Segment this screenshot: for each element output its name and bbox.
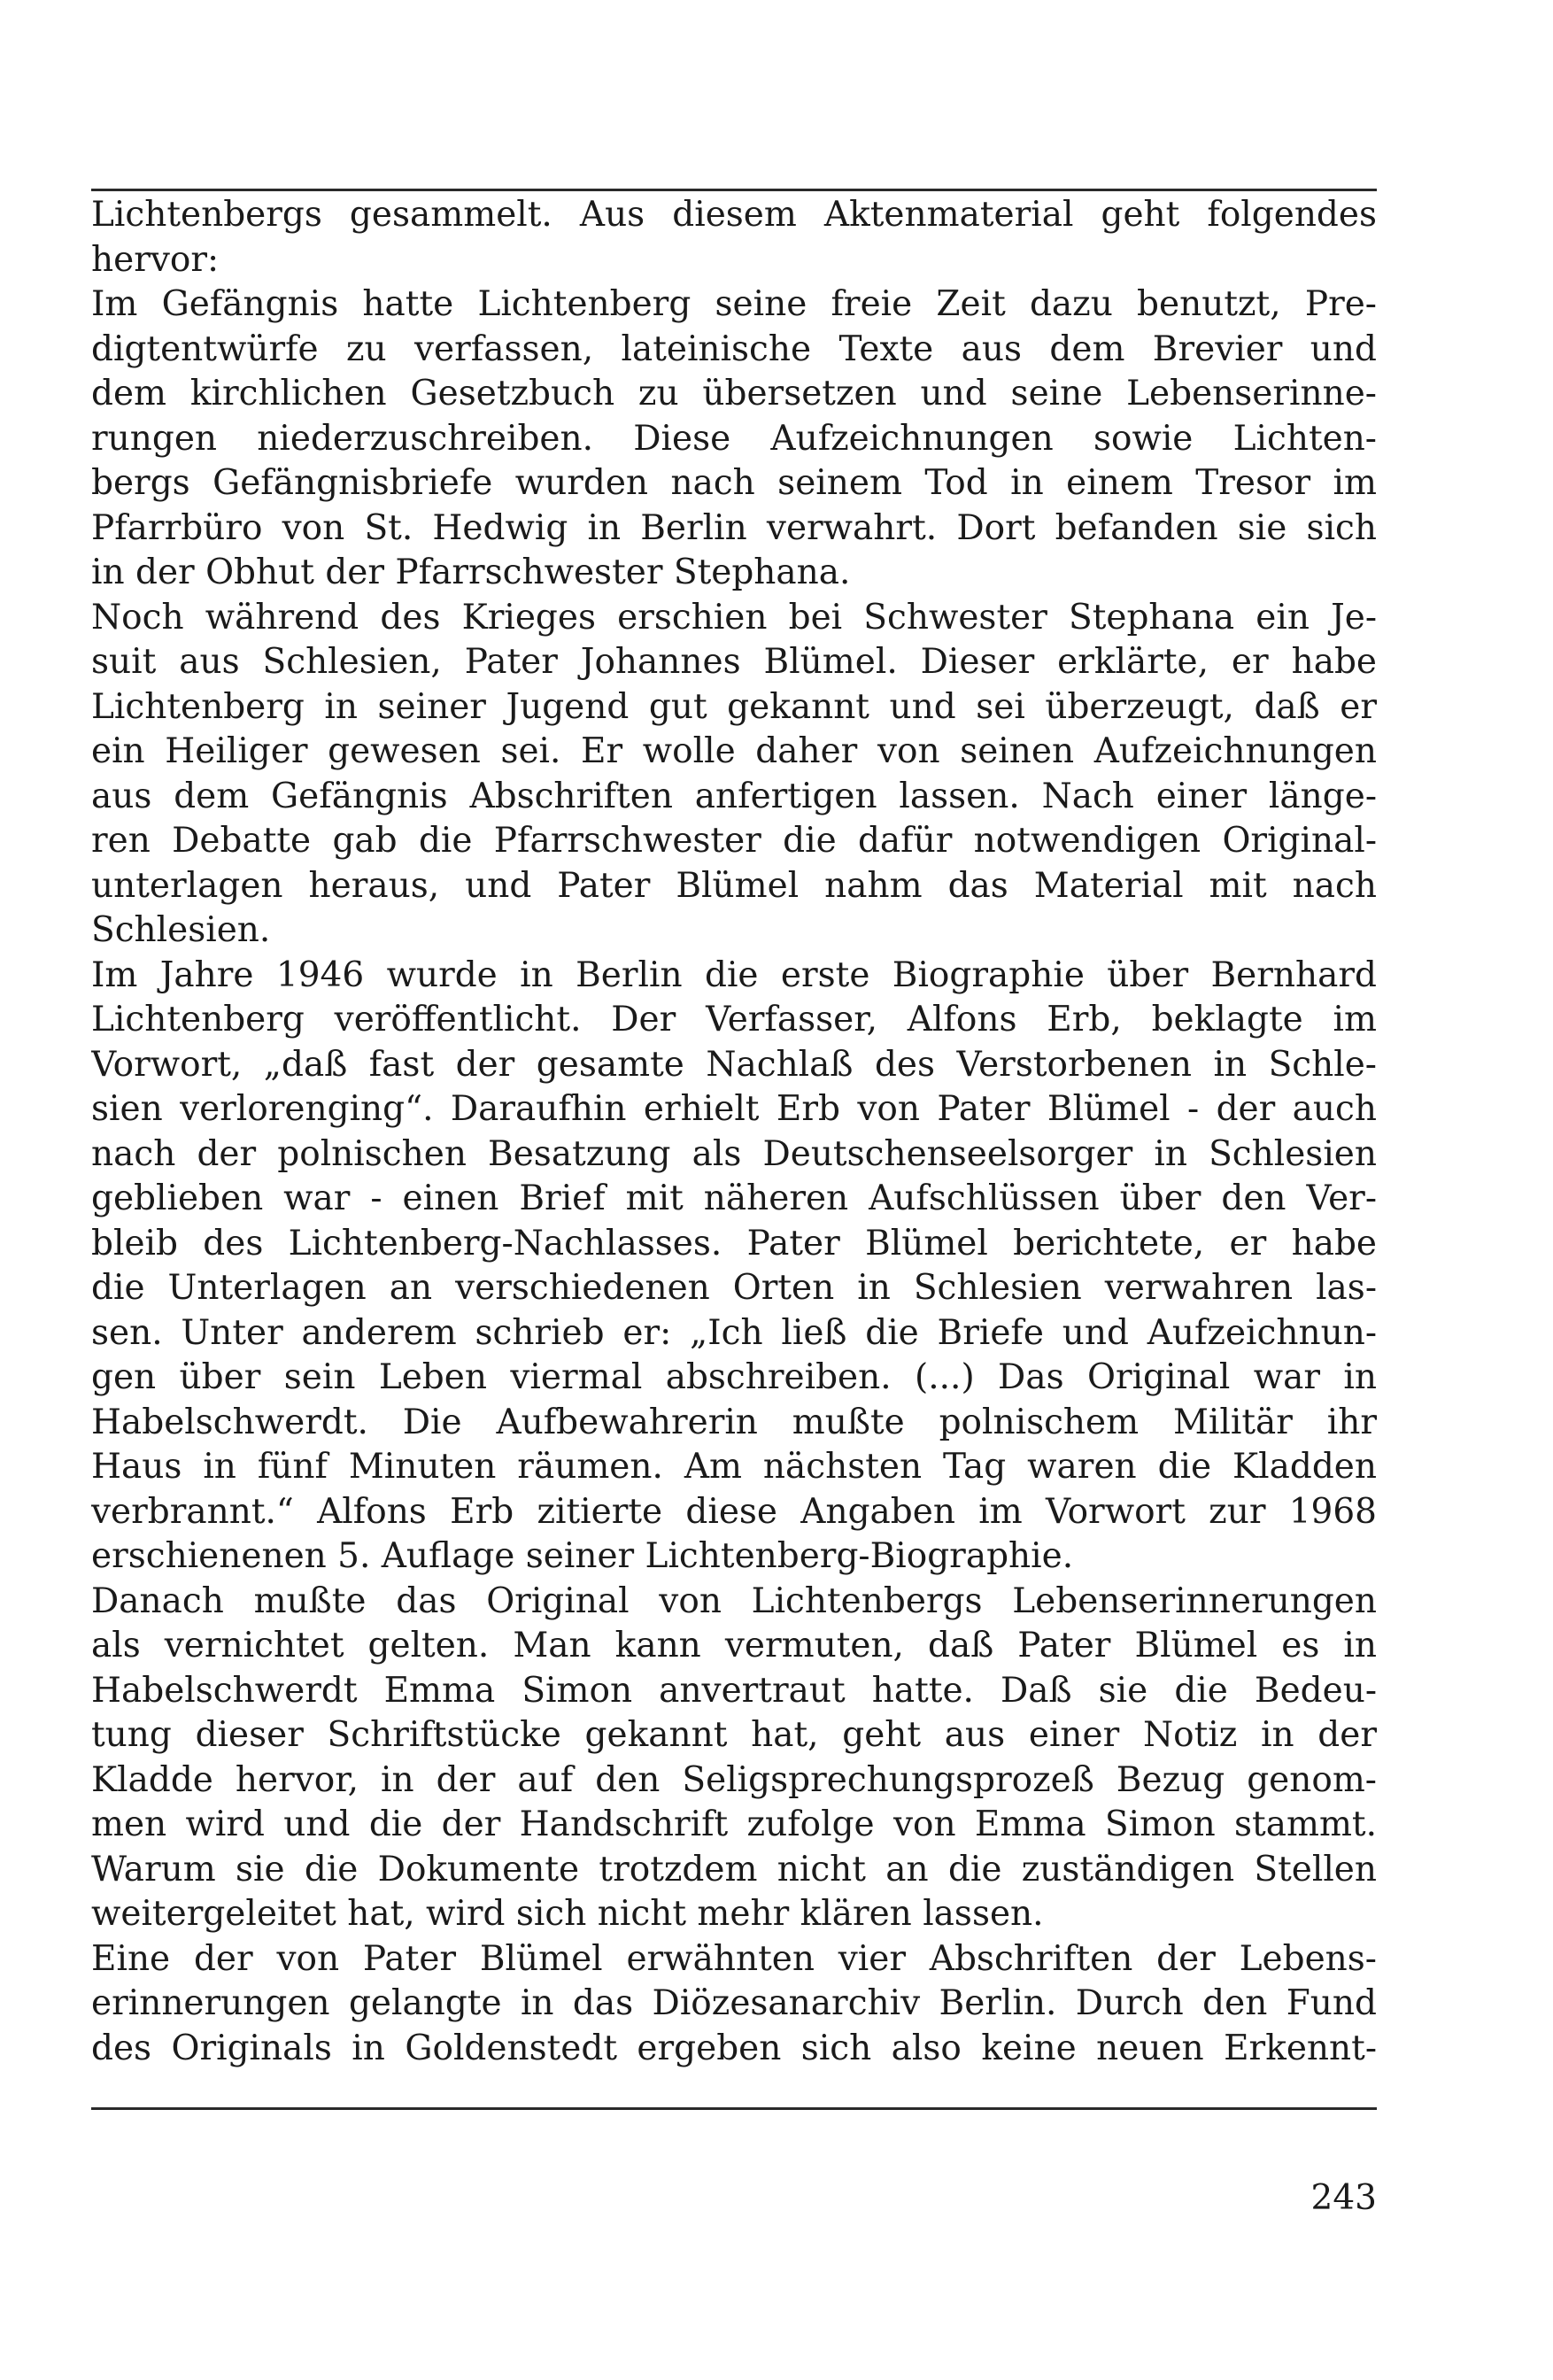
text-line: sen. Unter anderem schrieb er: „Ich ließ die Briefe und Aufzeichnun- (91, 1312, 1377, 1353)
text-line: sien verlorenging“. Daraufhin erhielt Erb von Pater Blümel - der auch (91, 1089, 1377, 1129)
text-line: Lichtenberg in seiner Jugend gut gekannt und sei überzeugt, daß er (91, 686, 1377, 727)
text-line: rungen niederzuschreiben. Diese Aufzeichnungen sowie Lichten- (91, 418, 1377, 459)
text-line: Vorwort, „daß fast der gesamte Nachlaß des Verstorbenen in Schle- (91, 1044, 1377, 1085)
text-line: gen über sein Leben viermal abschreiben. (...) Das Original war in (91, 1357, 1377, 1397)
text-line: Pfarrbüro von St. Hedwig in Berlin verwahrt. Dort befanden sie sich (91, 507, 1377, 548)
text-line: geblieben war - einen Brief mit näheren Aufschlüssen über den Ver- (91, 1178, 1377, 1218)
text-line: Im Gefängnis hatte Lichtenberg seine freie Zeit dazu benutzt, Pre- (91, 284, 1377, 324)
text-line: Habelschwerdt. Die Aufbewahrerin mußte polnischem Militär ihr (91, 1402, 1377, 1442)
text-line: men wird und die der Handschrift zufolge von Emma Simon stammt. (91, 1804, 1377, 1844)
text-line: verbrannt.“ Alfons Erb zitierte diese Angaben im Vorwort zur 1968 (91, 1491, 1377, 1532)
text-line: Warum sie die Dokumente trotzdem nicht an die zuständigen Stellen (91, 1849, 1377, 1889)
text-line: erschienenen 5. Auflage seiner Lichtenberg-Biographie. (91, 1536, 1074, 1576)
page-number: 243 (1310, 2178, 1377, 2218)
text-line: Im Jahre 1946 wurde in Berlin die erste Biographie über Bernhard (91, 954, 1377, 995)
text-line: Haus in fünf Minuten räumen. Am nächsten Tag waren die Kladden (91, 1447, 1377, 1487)
text-line: aus dem Gefängnis Abschriften anfertigen lassen. Nach einer länge- (91, 776, 1377, 816)
text-line: dem kirchlichen Gesetzbuch zu übersetzen und seine Lebenserinne- (91, 374, 1377, 413)
text-line: die Unterlagen an verschiedenen Orten in Schlesien verwahren las- (91, 1268, 1377, 1308)
text-line: erinnerungen gelangte in das Diözesanarchiv Berlin. Durch den Fund (91, 1983, 1377, 2023)
body-text (91, 193, 1377, 2071)
text-line: ren Debatte gab die Pfarrschwester die dafür notwendigen Original- (91, 821, 1377, 861)
text-line: des Originals in Goldenstedt ergeben sich also keine neuen Erkennt- (91, 2028, 1377, 2068)
text-line: Eine der von Pater Blümel erwähnten vier Abschriften der Lebens- (91, 1938, 1377, 1979)
text-line: tung dieser Schriftstücke gekannt hat, geht aus einer Notiz in der (91, 1715, 1377, 1755)
text-line: ein Heiliger gewesen sei. Er wolle daher von seinen Aufzeichnungen (91, 731, 1377, 771)
text-line: suit aus Schlesien, Pater Johannes Blümel. Dieser erklärte, er habe (91, 642, 1377, 682)
text-line: Lichtenbergs gesammelt. Aus diesem Aktenmaterial geht folgendes (91, 195, 1377, 235)
text-line: Kladde hervor, in der auf den Seligsprechungsprozeß Bezug genom- (91, 1759, 1377, 1800)
text-line: Danach mußte das Original von Lichtenbergs Lebenserinnerungen (91, 1580, 1377, 1621)
top-rule (91, 189, 1377, 191)
text-line: Habelschwerdt Emma Simon anvertraut hatte. Daß sie die Bedeu- (91, 1670, 1377, 1711)
text-line: hervor: (91, 239, 220, 280)
text-line: nach der polnischen Besatzung als Deutschenseelsorger in Schlesien (91, 1133, 1377, 1174)
text-line: Lichtenberg veröffentlicht. Der Verfasser, Alfons Erb, beklagte im (91, 1000, 1377, 1039)
text-line: in der Obhut der Pfarrschwester Stephana. (91, 552, 851, 592)
text-line: bleib des Lichtenberg-Nachlasses. Pater Blümel berichtete, er habe (91, 1223, 1377, 1263)
text-line: Noch während des Krieges erschien bei Schwester Stephana ein Je- (91, 597, 1377, 638)
text-line: unterlagen heraus, und Pater Blümel nahm das Material mit nach (91, 865, 1377, 906)
text-line: als vernichtet gelten. Man kann vermuten, daß Pater Blümel es in (91, 1626, 1377, 1665)
text-line: Schlesien. (91, 910, 271, 950)
bottom-rule (91, 2107, 1377, 2110)
text-line: bergs Gefängnisbriefe wurden nach seinem Tod in einem Tresor im (91, 463, 1377, 503)
text-line: weitergeleitet hat, wird sich nicht mehr klären lassen. (91, 1894, 1044, 1934)
text-line: digtentwürfe zu verfassen, lateinische Texte aus dem Brevier und (91, 328, 1377, 369)
